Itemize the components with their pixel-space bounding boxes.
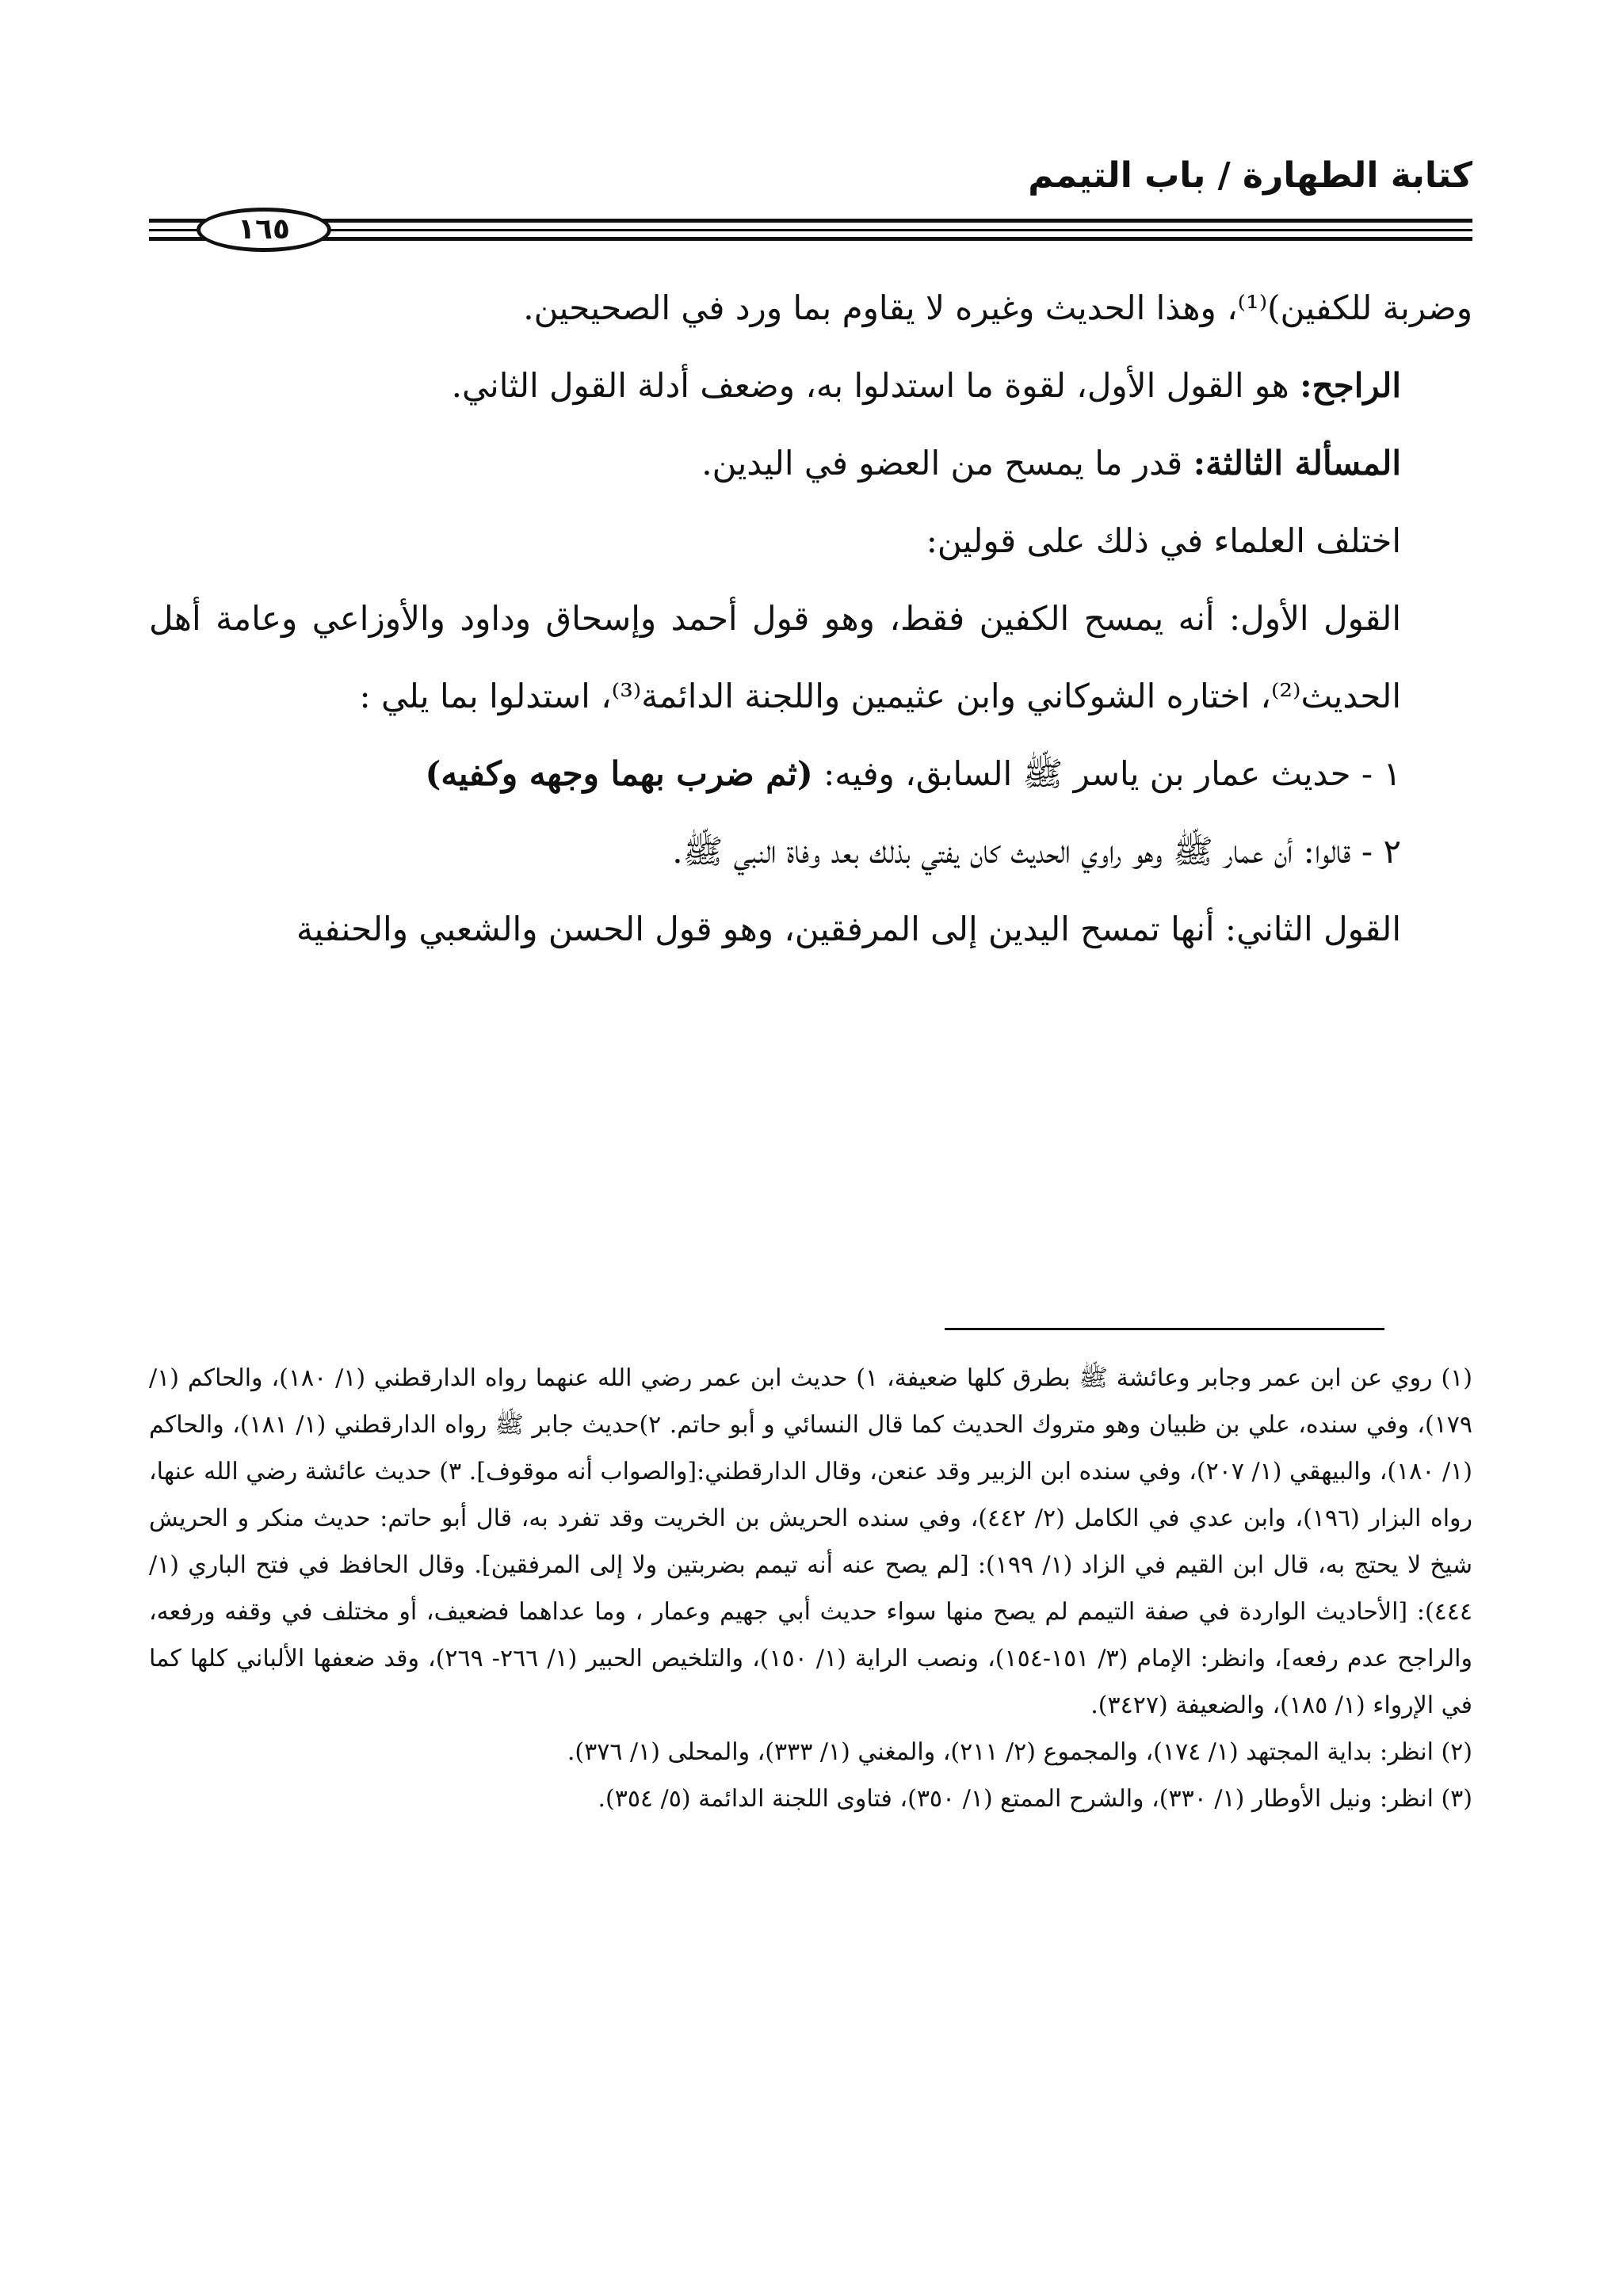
evidence-item-2: ٢ - قالوا: أن عمار ﷺ وهو راوي الحديث كان يفتي بذلك بعد وفاة النبي ﷺ. [672, 832, 1401, 871]
preferred-label: الراجح: [1300, 366, 1401, 405]
footnotes [149, 1355, 1472, 1822]
page-number: ١٦٥ [197, 208, 331, 252]
footnote-1: (١) روي عن ابن عمر وجابر وعائشة ﷺ بطرق كلها ضعيفة، ١) حديث ابن عمر رضي الله عنهما رواه الدارقطني (١/ ١٨٠)، والحاكم (١/ ١٧٩)، وفي سنده، علي بن ظبيان وهو متروك الحديث كما قال النسائي و أبو حاتم. ٢)حديث جابر ﷺ رواه الدارقطني (١/ ١٨١)، والحاكم (١/ ١٨٠)، والبيهقي (١/ ٢٠٧)، وفي سنده ابن الزبير وقد عنعن، وقال الدارقطني:[والصواب أنه موقوف]. ٣) حديث عائشة رضي الله عنها، رواه البزار (١٩٦)، وابن عدي في الكامل (٢/ ٤٤٢)، وفي سنده الحريش بن الخريت وقد تفرد به، قال أبو حاتم: حديث منكر و الحريش شيخ لا يحتج به، قال ابن القيم في الزاد (١/ ١٩٩): [لم يصح عنه أنه تيمم بضربتين ولا إلى المرفقين]. وقال الحافظ في فتح الباري (١/ ٤٤٤): [الأحاديث الواردة في صفة التيمم لم يصح منها سواء حديث أبي جهيم وعمار ، وما عداهما فضعيف، أو مختلف في وقفه ورفعه، والراجح عدم رفعه]، وانظر: الإمام (٣/ ١٥١-١٥٤)، ونصب الراية (١/ ١٥٠)، والتلخيص الحبير (١/ ٢٦٦- ٢٦٩)، وقد ضعفها الألباني كلها كما في الإرواء (١/ ١٨٥)، والضعيفة (٣٤٢٧). [149, 1364, 1473, 1719]
preferred-text: هو القول الأول، لقوة ما استدلوا به، وضعف أدلة القول الثاني. [451, 366, 1300, 405]
paragraph-1: وضربة للكفين)⁽¹⁾، وهذا الحديث وغيره لا يقاوم بما ورد في الصحيحين. [523, 288, 1472, 327]
header-rule [149, 208, 1472, 252]
third-issue-text: قدر ما يمسح من العضو في اليدين. [701, 444, 1193, 482]
footnote-3: (٣) انظر: ونيل الأوطار (١/ ٣٣٠)، والشرح الممتع (١/ ٣٥٠)، فتاوى اللجنة الدائمة (٥/ ٣٥٤). [598, 1785, 1472, 1813]
paragraph-scholars-differ: اختلف العلماء في ذلك على قولين: [926, 521, 1401, 560]
third-issue-label: المسألة الثالثة: [1193, 444, 1401, 482]
evidence-item-1 [149, 735, 1472, 813]
main-text [149, 269, 1472, 968]
paragraph-third-issue [149, 425, 1472, 502]
evidence-1-text: ١ - حديث عمار بن ياسر ﷺ السابق، وفيه: [812, 754, 1401, 793]
paragraph-first-opinion: القول الأول: أنه يمسح الكفين فقط، وهو قول أحمد وإسحاق وداود والأوزاعي وعامة أهل الحديث⁽²⁾، اختاره الشوكاني وابن عثيمين واللجنة الدائمة⁽³⁾، استدلوا بما يلي : [149, 599, 1401, 715]
footnote-2: (٢) انظر: بداية المجتهد (١/ ١٧٤)، والمجموع (٢/ ٢١١)، والمغني (١/ ٣٣٣)، والمحلى (١/ ٣٧٦). [567, 1738, 1472, 1766]
evidence-1-quote: (ثم ضرب بهما وجهه وكفيه) [425, 754, 813, 793]
footnote-separator [945, 1328, 1384, 1330]
header-triple-line [149, 219, 1472, 241]
running-header-title: كتابة الطهارة / باب التيمم [1028, 155, 1472, 196]
paragraph-preferred-opinion [149, 347, 1472, 425]
paragraph-second-opinion: القول الثاني: أنها تمسح اليدين إلى المرفقين، وهو قول الحسن والشعبي والحنفية [296, 910, 1401, 948]
